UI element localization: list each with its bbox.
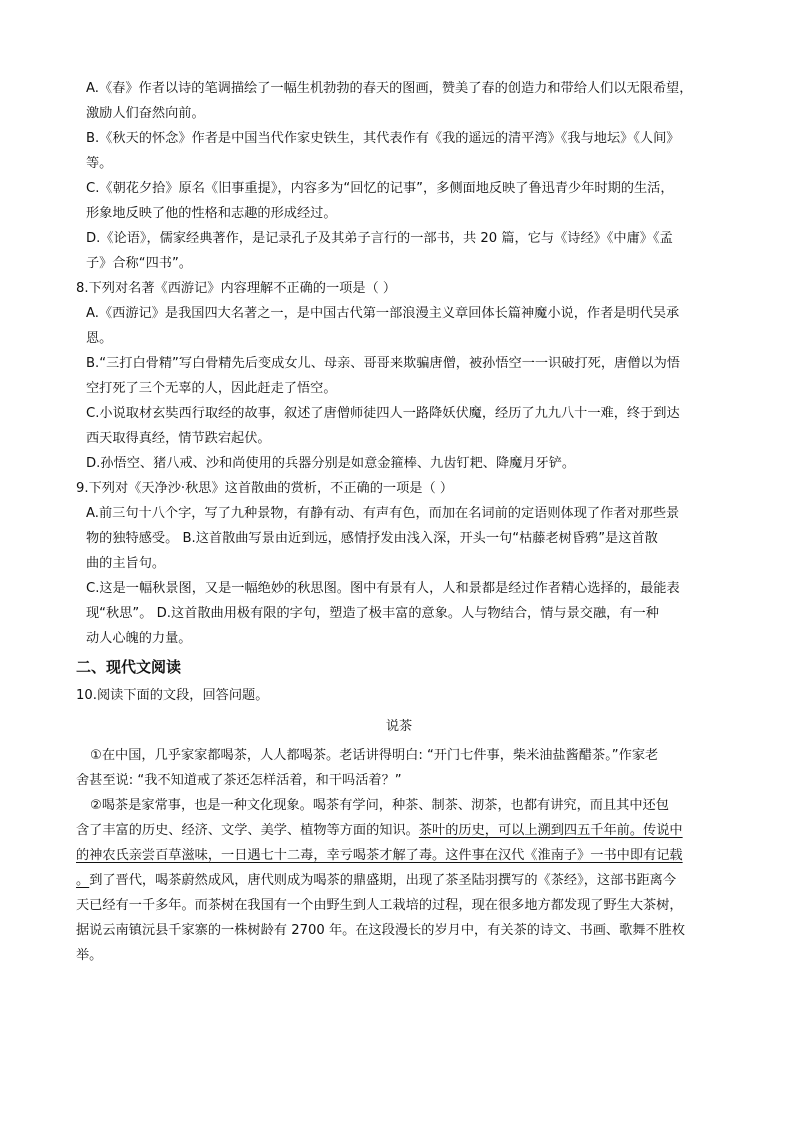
paragraph-1-line: ①在中国，几乎家家都喝茶，人人都喝茶。老话讲得明白: “开门七件事，柴米油盐酱醋茶。”作家老	[90, 748, 659, 763]
paragraph-2-line: ②喝茶是家常事，也是一种文化现象。喝茶有学问，种茶、制茶、沏茶，也都有讲究，而且其中还包	[90, 798, 669, 813]
article-title: 说茶	[385, 719, 413, 734]
question-10-stem: 10.阅读下面的文段，回答问题。	[76, 688, 269, 703]
q9-option-line: C.这是一幅秋景图，又是一幅绝妙的秋思图。图中有景有人，人和景都是经过作者精心选择的，最能表	[86, 581, 680, 596]
q9-option-line: 物的独特感受。 B.这首散曲写景由近到远，感情抒发由浅入深，开头一句“枯藤老树昏鸦”是这首散	[86, 531, 658, 546]
paragraph-2-line	[76, 818, 722, 843]
q8-option-line: B.“三打白骨精”写白骨精先后变成女儿、母亲、哥哥来欺骗唐僧，被孙悟空一一识破打死，唐僧以为悟	[86, 356, 680, 371]
paragraph-2-line: 天已经有一千多年。而茶树在我国有一个由野生到人工栽培的过程，现在很多地方都发现了野生大茶树，	[76, 898, 683, 913]
q8-option-line: 恩。	[86, 331, 113, 346]
q9-option-line: 现“秋思”。 D.这首散曲用极有限的字句，塑造了极丰富的意象。人与物结合，情与景交融，有一种	[86, 606, 659, 621]
option-c-line: 形象地反映了他的性格和志趣的形成经过。	[86, 206, 337, 221]
paragraph-2-line	[76, 868, 722, 893]
paragraph-2-text: 到了晋代，喝茶蔚然成风，唐代则成为喝茶的鼎盛期，出现了茶圣陆羽撰写的《茶经》，这部书距离今	[89, 873, 677, 888]
paragraph-2-text: 含了丰富的历史、经济、文学、美学、植物等方面的知识。	[76, 823, 419, 838]
underlined-text: 的神农氏亲尝百草滋味，一日遇七十二毒，幸亏喝茶才解了毒。这件事在汉代《淮南子》一书中即有记载	[76, 848, 683, 863]
option-c-line: C.《朝花夕拾》原名《旧事重提》，内容多为“回忆的记事”，多侧面地反映了鲁迅青少年时期的生活，	[86, 181, 674, 196]
q8-option-line: D.孙悟空、猪八戒、沙和尚使用的兵器分别是如意金箍棒、九齿钉耙、降魔月牙铲。	[86, 456, 576, 471]
paragraph-2-line: 举。	[76, 948, 103, 963]
paragraph-1-line: 舍甚至说: “我不知道戒了茶还怎样活着，和干吗活着？”	[76, 773, 402, 788]
underlined-text: 茶叶的历史，可以上溯到四五千年前。传说中	[418, 823, 683, 838]
q9-option-line: 动人心魄的力量。	[86, 631, 192, 646]
option-b-line: B.《秋天的怀念》作者是中国当代作家史铁生，其代表作有《我的遥远的清平湾》《我与地坛》《人间》	[86, 131, 680, 146]
q8-option-line: A.《西游记》是我国四大名著之一，是中国古代第一部浪漫主义章回体长篇神魔小说，作者是明代吴承	[86, 306, 680, 321]
option-a-line: 激励人们奋然向前。	[86, 106, 205, 121]
q8-option-line: C.小说取材玄奘西行取经的故事，叙述了唐僧师徒四人一路降妖伏魔，经历了九九八十一难，终于到达	[86, 406, 680, 421]
q9-option-line: A.前三句十八个字，写了九种景物，有静有动、有声有色，而加在名词前的定语则体现了作者对那些景	[86, 506, 680, 521]
paragraph-2-line: 据说云南镇沅县千家寨的一株树龄有 2700 年。在这段漫长的岁月中，有关茶的诗文、书画、歌舞不胜枚	[76, 923, 686, 938]
underlined-text: 。	[76, 873, 90, 888]
question-8-stem: 8.下列对名著《西游记》内容理解不正确的一项是（ ）	[76, 281, 397, 296]
question-9-stem: 9.下列对《天净沙·秋思》这首散曲的赏析，不正确的一项是（ ）	[76, 481, 454, 496]
q8-option-line: 空打死了三个无辜的人，因此赶走了悟空。	[86, 381, 337, 396]
option-a-line: A.《春》作者以诗的笔调描绘了一幅生机勃勃的春天的图画，赞美了春的创造力和带给人们以无限希望，	[86, 81, 693, 96]
option-d-line: 子》合称“四书”。	[86, 256, 192, 271]
option-b-line: 等。	[86, 156, 113, 171]
q8-option-line: 西天取得真经，情节跌宕起伏。	[86, 431, 271, 446]
option-d-line: D.《论语》，儒家经典著作，是记录孔子及其弟子言行的一部书，共 20 篇，它与《诗经》《中庸》《孟	[86, 231, 673, 246]
section-heading: 二、现代文阅读	[76, 658, 182, 676]
q9-option-line: 曲的主旨句。	[86, 556, 166, 571]
